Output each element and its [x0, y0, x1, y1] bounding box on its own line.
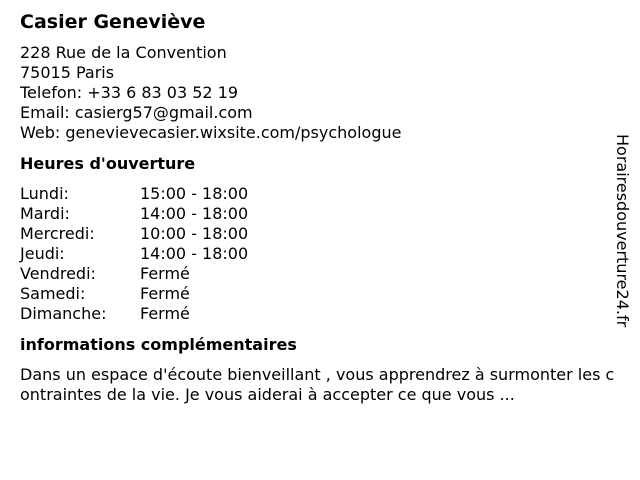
hours-heading: Heures d'ouverture	[20, 154, 196, 173]
hours-row	[20, 204, 248, 224]
business-name: Casier Geneviève	[20, 11, 206, 33]
business-card	[20, 10, 620, 405]
hours-row	[20, 224, 248, 244]
day-label: Lundi:	[20, 184, 69, 203]
day-label: Mercredi:	[20, 224, 95, 243]
day-label: Samedi:	[20, 284, 86, 303]
hours-row	[20, 304, 248, 324]
phone-number[interactable]: +33 6 83 03 52 19	[87, 83, 239, 102]
day-hours: Fermé	[140, 304, 190, 323]
day-hours: 14:00 - 18:00	[140, 204, 249, 223]
web-link[interactable]: genevievecasier.wixsite.com/psychologue	[65, 123, 402, 142]
hours-table	[20, 184, 248, 324]
hours-row	[20, 244, 248, 264]
day-label: Jeudi:	[20, 244, 65, 263]
web-row	[20, 123, 620, 143]
address-line-2: 75015 Paris	[20, 63, 115, 82]
watermark-text: Horairesdouverture24.fr	[613, 134, 632, 328]
info-heading: informations complémentaires	[20, 335, 297, 354]
day-hours: Fermé	[140, 284, 190, 303]
day-hours: 15:00 - 18:00	[140, 184, 249, 203]
day-hours: 14:00 - 18:00	[140, 244, 249, 263]
phone-row	[20, 83, 620, 103]
info-description: Dans un espace d'écoute bienveillant , vous apprendrez à surmonter les contraintes de la vie. Je vous aiderai à accepter ce que vous ...	[20, 365, 615, 404]
day-label: Mardi:	[20, 204, 70, 223]
email-label: Email:	[20, 103, 70, 122]
hours-row	[20, 284, 248, 304]
email-row	[20, 103, 620, 123]
hours-row	[20, 184, 248, 204]
hours-row	[20, 264, 248, 284]
day-label: Dimanche:	[20, 304, 107, 323]
email-address[interactable]: casierg57@gmail.com	[74, 103, 253, 122]
day-hours: Fermé	[140, 264, 190, 283]
day-label: Vendredi:	[20, 264, 96, 283]
web-label: Web:	[20, 123, 61, 142]
phone-label: Telefon:	[20, 83, 83, 102]
address-line-1: 228 Rue de la Convention	[20, 43, 227, 62]
day-hours: 10:00 - 18:00	[140, 224, 249, 243]
